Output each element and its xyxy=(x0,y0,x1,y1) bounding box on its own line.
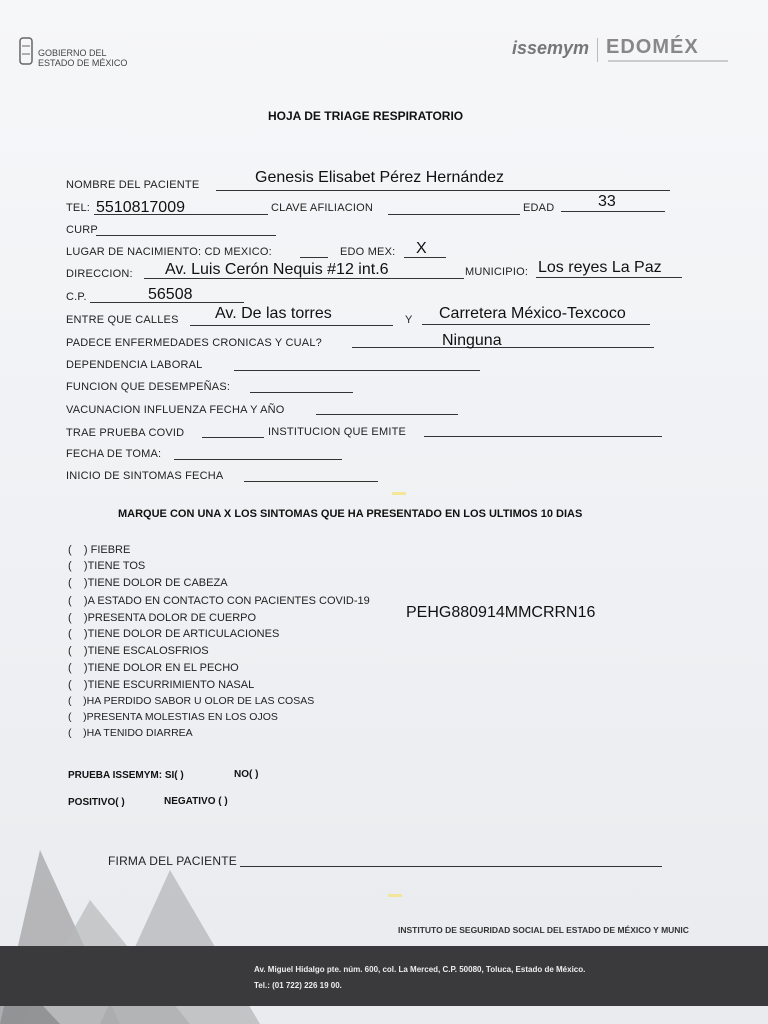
symptom-item[interactable]: ( )A ESTADO EN CONTACTO CON PACIENTES COVID-19 xyxy=(68,595,370,607)
negativo-option[interactable]: NEGATIVO ( ) xyxy=(164,796,228,807)
institute-name: INSTITUTO DE SEGURIDAD SOCIAL DEL ESTADO DE MÉXICO Y MUNIC xyxy=(398,925,689,935)
symptoms-heading: MARQUE CON UNA X LOS SINTOMAS QUE HA PRESENTADO EN LOS ULTIMOS 10 DIAS xyxy=(118,508,583,520)
highlight-mark xyxy=(388,894,402,897)
symptom-item[interactable]: ( )HA PERDIDO SABOR U OLOR DE LAS COSAS xyxy=(68,695,315,707)
form-title: HOJA DE TRIAGE RESPIRATORIO xyxy=(268,109,464,123)
calle1-line xyxy=(190,325,393,326)
cp-label: C.P. xyxy=(66,291,87,303)
edomex-subline xyxy=(608,60,728,62)
symptom-label: TIENE TOS xyxy=(87,560,146,572)
prueba-line[interactable] xyxy=(202,437,264,438)
symptom-item[interactable]: ( )TIENE TOS xyxy=(68,560,146,572)
curp-label: CURP xyxy=(66,224,98,236)
symptom-item[interactable]: ( ) FIEBRE xyxy=(68,544,131,556)
funcion-label: FUNCION QUE DESEMPEÑAS: xyxy=(66,381,231,393)
curp-line[interactable] xyxy=(96,235,276,236)
fecha-toma-label: FECHA DE TOMA: xyxy=(66,448,162,460)
direccion-label: DIRECCION: xyxy=(66,268,133,280)
state-emblem-icon xyxy=(18,36,34,66)
edomex-value[interactable]: X xyxy=(416,240,427,257)
fecha-toma-line[interactable] xyxy=(174,459,342,460)
municipio-line xyxy=(536,277,682,278)
dependencia-label: DEPENDENCIA LABORAL xyxy=(66,359,203,371)
municipio-label: MUNICIPIO: xyxy=(465,266,529,278)
municipio-value[interactable]: Los reyes La Paz xyxy=(538,259,662,276)
clave-line[interactable] xyxy=(388,214,520,215)
symptom-item[interactable]: ( )TIENE DOLOR DE ARTICULACIONES xyxy=(68,628,280,640)
prueba-label: TRAE PRUEBA COVID xyxy=(66,427,185,439)
cronicas-line xyxy=(352,347,654,348)
symptom-item[interactable]: ( )TIENE DOLOR EN EL PECHO xyxy=(68,662,239,674)
symptom-label: TIENE DOLOR DE CABEZA xyxy=(87,577,228,589)
edomex-logo: EDOMÉX xyxy=(606,36,699,58)
footer-band xyxy=(0,946,768,1006)
symptom-item[interactable]: ( )TIENE ESCALOSFRIOS xyxy=(68,645,209,657)
clave-label: CLAVE AFILIACION xyxy=(271,202,374,214)
symptom-item[interactable]: ( )TIENE DOLOR DE CABEZA xyxy=(68,577,228,589)
prueba-issemym[interactable]: PRUEBA ISSEMYM: SI( ) xyxy=(68,770,184,781)
edad-value[interactable]: 33 xyxy=(598,193,616,210)
curp-handwritten[interactable]: PEHG880914MMCRRN16 xyxy=(406,604,596,621)
logo-divider xyxy=(597,38,598,62)
inicio-label: INICIO DE SINTOMAS FECHA xyxy=(66,470,224,482)
institucion-line[interactable] xyxy=(424,436,662,437)
symptom-label: TIENE ESCURRIMIENTO NASAL xyxy=(87,679,255,691)
inicio-line[interactable] xyxy=(244,481,378,482)
lugar-label: LUGAR DE NACIMIENTO: CD MEXICO: xyxy=(66,246,272,258)
dependencia-line[interactable] xyxy=(234,370,480,371)
cronicas-value[interactable]: Ninguna xyxy=(442,332,502,349)
calle2-value[interactable]: Carretera México-Texcoco xyxy=(439,305,626,322)
calle2-line xyxy=(422,324,650,325)
cdmx-line[interactable] xyxy=(300,257,328,258)
no-option[interactable]: NO( ) xyxy=(234,769,259,780)
footer-address: Av. Miguel Hidalgo pte. núm. 600, col. La Merced, C.P. 50080, Toluca, Estado de México. xyxy=(254,965,586,974)
symptom-label: TIENE ESCALOSFRIOS xyxy=(87,645,209,657)
direccion-value[interactable]: Av. Luis Cerón Nequis #12 int.6 xyxy=(165,261,389,278)
symptom-label: TIENE DOLOR EN EL PECHO xyxy=(87,662,239,674)
symptom-item[interactable]: ( )TIENE ESCURRIMIENTO NASAL xyxy=(68,679,255,691)
calle1-value[interactable]: Av. De las torres xyxy=(215,305,332,322)
funcion-line[interactable] xyxy=(250,392,353,393)
symptom-item[interactable]: ( )PRESENTA DOLOR DE CUERPO xyxy=(68,612,257,624)
edomex-label: EDO MEX: xyxy=(340,246,396,258)
y-label: Y xyxy=(405,314,413,326)
firma-line[interactable] xyxy=(240,866,662,867)
cronicas-label: PADECE ENFERMEDADES CRONICAS Y CUAL? xyxy=(66,337,322,349)
footer-phone: Tel.: (01 722) 226 19 00. xyxy=(254,981,342,990)
vacunacion-label: VACUNACION INFLUENZA FECHA Y AÑO xyxy=(66,404,285,416)
institucion-label: INSTITUCION QUE EMITE xyxy=(268,426,407,438)
nombre-label: NOMBRE DEL PACIENTE xyxy=(66,179,200,191)
symptom-item[interactable]: ( )PRESENTA MOLESTIAS EN LOS OJOS xyxy=(68,711,278,723)
symptom-label: TIENE DOLOR DE ARTICULACIONES xyxy=(87,628,280,640)
symptom-label: PRESENTA MOLESTIAS EN LOS OJOS xyxy=(86,711,278,723)
symptom-item[interactable]: ( )HA TENIDO DIARREA xyxy=(68,727,193,739)
positivo-option[interactable]: POSITIVO( ) xyxy=(68,797,125,808)
highlight-mark xyxy=(392,492,406,495)
gov-line2: ESTADO DE MÉXICO xyxy=(38,58,128,68)
symptom-label: HA PERDIDO SABOR U OLOR DE LAS COSAS xyxy=(86,695,315,707)
symptom-label: PRESENTA DOLOR DE CUERPO xyxy=(87,612,257,624)
gov-line1: GOBIERNO DEL xyxy=(38,48,107,58)
nombre-value[interactable]: Genesis Elisabet Pérez Hernández xyxy=(255,169,505,186)
tel-value[interactable]: 5510817009 xyxy=(96,199,185,216)
symptom-label: HA TENIDO DIARREA xyxy=(86,727,193,739)
tel-label: TEL: xyxy=(66,202,91,214)
entre-label: ENTRE QUE CALLES xyxy=(66,314,179,326)
symptom-label: A ESTADO EN CONTACTO CON PACIENTES COVID-19 xyxy=(87,595,370,607)
edad-label: EDAD xyxy=(523,202,555,214)
cp-value[interactable]: 56508 xyxy=(148,286,193,303)
issemym-logo: issemym xyxy=(512,38,590,58)
nombre-line xyxy=(216,190,670,191)
vacunacion-line[interactable] xyxy=(316,414,458,415)
firma-label: FIRMA DEL PACIENTE xyxy=(108,854,237,868)
symptom-label: FIEBRE xyxy=(90,544,131,556)
edad-line xyxy=(561,211,665,212)
